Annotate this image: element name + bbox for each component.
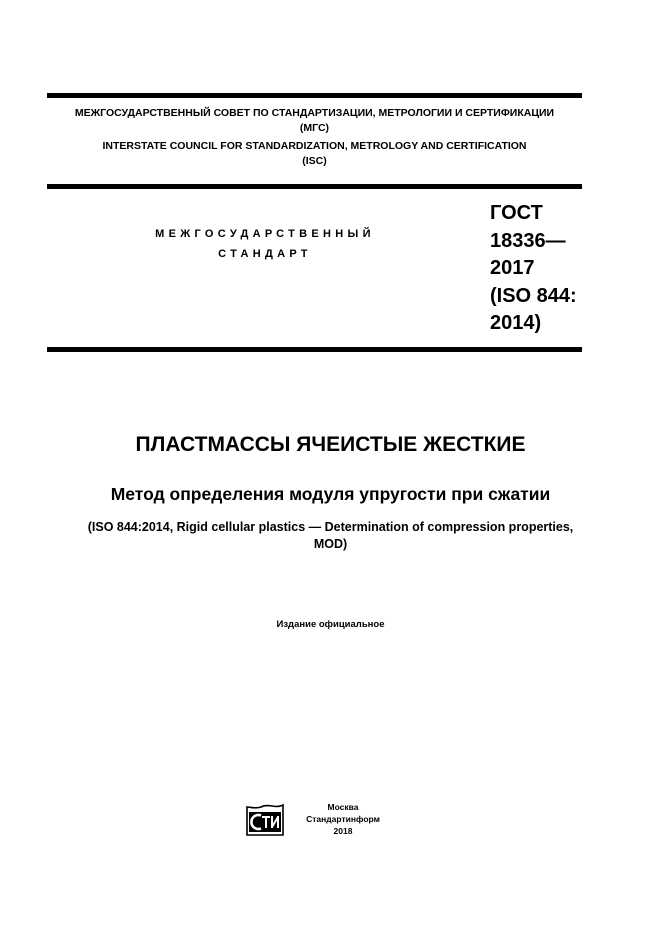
publication-year: 2018	[333, 826, 353, 836]
iso-reference-line2: MOD)	[313, 537, 348, 551]
designation-line: 18336—	[490, 229, 566, 252]
iso-reference-line1: (ISO 844:2014, Rigid cellular plastics — Determination of compression properties,	[87, 520, 574, 534]
bottom-rule	[47, 347, 582, 352]
council-name-en-line: INTERSTATE COUNCIL FOR STANDARDIZATION, METROLOGY AND CERTIFICATION	[102, 140, 527, 152]
designation-line: (ISO 844:	[490, 284, 577, 307]
middle-rule	[47, 184, 582, 189]
standard-kind	[100, 224, 430, 264]
council-name-ru	[47, 106, 582, 136]
document-subtitle: Метод определения модуля упругости при сжатии	[110, 484, 551, 504]
designation-line: 2014)	[490, 312, 542, 334]
iso-reference	[40, 519, 621, 553]
publisher-block	[245, 801, 390, 841]
designation-line: 2017	[490, 257, 535, 279]
document-title: ПЛАСТМАССЫ ЯЧЕИСТЫЕ ЖЕСТКИЕ	[135, 433, 526, 456]
standard-kind-line2: СТАНДАРТ	[218, 248, 312, 260]
edition-label: Издание официальное	[276, 619, 385, 630]
standartinform-logo-icon	[245, 803, 285, 837]
standard-kind-line1: МЕЖГОСУДАРСТВЕННЫЙ	[155, 228, 375, 240]
council-name-en	[47, 139, 582, 169]
publisher-name: Стандартинформ	[306, 814, 380, 824]
council-name-ru-line: МЕЖГОСУДАРСТВЕННЫЙ СОВЕТ ПО СТАНДАРТИЗАЦИИ, МЕТРОЛОГИИ И СЕРТИФИКАЦИИ	[74, 107, 555, 119]
council-abbr-ru: (МГС)	[299, 122, 330, 134]
council-abbr-en: (ISC)	[302, 155, 327, 167]
top-rule	[47, 93, 582, 98]
designation-line: ГОСТ	[490, 202, 543, 224]
publisher-city: Москва	[327, 802, 359, 812]
standard-designation	[490, 200, 590, 338]
publisher-info	[293, 801, 393, 837]
